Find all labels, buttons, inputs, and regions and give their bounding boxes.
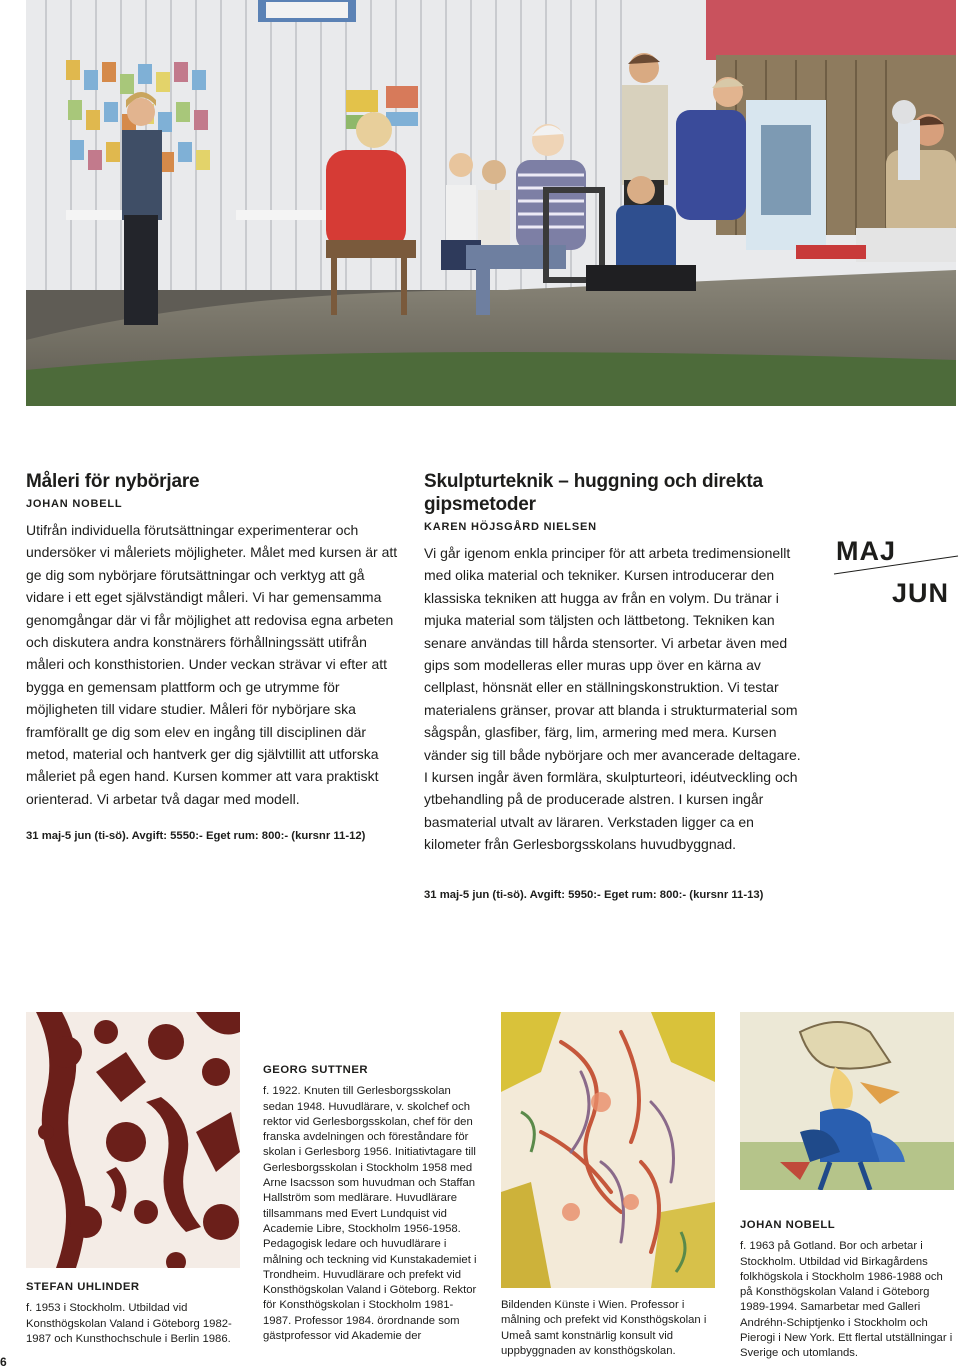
- bio-text: Bildenden Künste i Wien. Professor i målning och prefekt vid Konsthögskolan i Umeå samt konstnärlig konsult vid uppbyggnaden av konsthögskolan.: [501, 1299, 707, 1357]
- month-end: JUN: [892, 578, 950, 608]
- artwork-georg-suttner: [501, 1012, 715, 1288]
- course-dates-fee: 31 maj-5 jun (ti-sö). Avgift: 5550:- Eget rum: 800:- (kursnr 11-12): [26, 830, 366, 843]
- bio-text: f. 1922. Knuten till Gerlesborgsskolan sedan 1948. Huvudlärare, v. skolchef och rektor vid Gerlesborgsskolan, chef för den franska avdelningen och föreståndare för skolan i Gerlesborg 1956. Initiativtagare till Gerlesborgsskolan i Stockholm 1958 med Arne Isacsson som huvudman och Staffan Hallström som medlärare. Huvudlärare tillsammans med Evert Lundquist vid Academie Libre, Stockholm 1956-1958. Pedagogisk ledare och huvudlärare i målning och teckning vid Kunstakademiet i Trondheim. Huvudlärare och prefekt vid Konsthögskolan Valand i Göteborg. Rektor för Konsthögskolan i Stockholm 1981-1987. Professor 1984. örordnande som gästprofessor vid Akademie der: [263, 1085, 477, 1343]
- bio-name: JOHAN NOBELL: [740, 1219, 836, 1231]
- outdoor-art-class-photo-icon: [26, 0, 956, 406]
- course-description: Vi går igenom enkla principer för att arbeta tredimensionellt med olika material och tekniker. Kursen introducerar den klassiska tekniken att hugga av från en volym. Du tränar i mjuka material som täljsten och lättbetong. Tekniken kan senare användas till hårda stensorter. Vi arbetar även med gips som modelleras eller muras upp över en kärna av cellplast, hönsnät eller en ställningskonstruktion. Vi testar materialens gränser, provar att blanda i strukturmaterial som sågspån, glasfiber, färg, lim, armering med mera. Kursen vänder sig till både nybörjare och mer avancerade deltagare. I kursen ingår även formlära, skulpturteori, idéutveckling och ytbehandling på de producerade alstren. I kursen ingår basmaterial utvalt av läraren. Verkstaden ligger ca en kilometer från Gerlesborgsskolans huvudbyggnad.: [424, 545, 801, 853]
- expressive-painting-artwork-icon: [501, 1012, 715, 1288]
- artwork-stefan-uhlinder: [26, 1012, 240, 1268]
- course-article-painting: [26, 470, 406, 842]
- course-article-sculpture: [424, 470, 804, 856]
- bio-stefan-uhlinder: [26, 1280, 240, 1347]
- bio-name: STEFAN UHLINDER: [26, 1281, 140, 1293]
- course-description: Utifrån individuella förutsättningar experimenterar och undersöker vi måleriets möjligheter. Målet med kursen är att ge dig som nybörjare förutsättningar och verktyg att gå vidare i ett eget självständigt måleri. Vi har gemensamma genomgångar där vi får möjlighet att redovisa egna arbeten och diskutera andra konstnärers förhållningssätt utifrån måleri och konsthistorien. Under veckan strävar vi efter att bygga en gemensam plattform och ge utrymme för möjligheten till vidare studier. Måleri för nybörjare ska framförallt ge dig som elev en ingång till disciplinen där metod, material och hantverk ger dig självtillit att utforska måleriet på egen hand. Kursen kommer att vara praktiskt orienterad. Vi arbetar två dagar med modell.: [26, 522, 398, 807]
- bio-georg-suttner: [263, 1063, 481, 1344]
- course-dates-fee: 31 maj-5 jun (ti-sö). Avgift: 5950:- Eget rum: 800:- (kursnr 11-13): [424, 889, 764, 901]
- month-start: MAJ: [836, 536, 897, 566]
- hero-photo: [26, 0, 956, 406]
- course-teacher: JOHAN NOBELL: [26, 498, 123, 510]
- artwork-johan-nobell: [740, 1012, 954, 1190]
- figure-painting-artwork-icon: [740, 1012, 954, 1190]
- bio-name: GEORG SUTTNER: [263, 1064, 369, 1076]
- bio-johan-nobell: [740, 1218, 956, 1362]
- course-title: Skulpturteknik – huggning och direkta gipsmetoder: [424, 471, 763, 515]
- bio-text: f. 1953 i Stockholm. Utbildad vid Konsthögskolan Valand i Göteborg 1982-1987 och Kunsthochschule i Berlin 1986.: [26, 1302, 232, 1345]
- month-tag: [830, 530, 960, 620]
- page-number: 6: [0, 1355, 7, 1369]
- course-title: Måleri för nybörjare: [26, 471, 200, 492]
- course-teacher: KAREN HÖJSGÅRD NIELSEN: [424, 521, 597, 533]
- bio-georg-suttner-cont: [501, 1298, 719, 1359]
- silhouette-wallpaper-artwork-icon: [26, 1012, 240, 1268]
- course-dates-fee-wrapper: [424, 889, 924, 901]
- bio-text: f. 1963 på Gotland. Bor och arbetar i Stockholm. Utbildad vid Birkagårdens folkhögskola i Stockholm 1986-1988 och på Konsthögskolan Valand i Göteborg 1989-1994. Samarbetar med Galleri Andréhn-Schiptjenko i Stockholm och Pierogi i New York. Ett flertal utställningar i Sverige och utomlands.: [740, 1240, 953, 1360]
